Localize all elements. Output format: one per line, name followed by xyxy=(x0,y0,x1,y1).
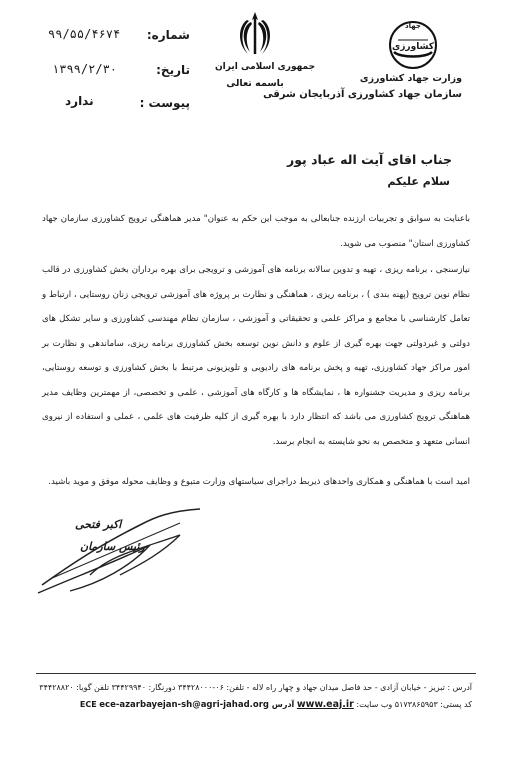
website-link[interactable]: www.eaj.ir xyxy=(296,699,354,710)
organization-name: سازمان جهاد کشاورزی آذربایجان شرقی xyxy=(263,89,462,100)
ministry-name: وزارت جهاد کشاورزی xyxy=(359,73,462,84)
footer-divider xyxy=(36,673,476,674)
iran-emblem-icon xyxy=(236,10,274,58)
number-label: شماره: xyxy=(146,28,190,42)
date-label: تاریخ: xyxy=(156,63,190,77)
number-value: ۹۹/۵۵/۴۶۷۴ xyxy=(48,27,121,41)
republic-name: جمهوری اسلامی ایران xyxy=(215,62,316,72)
logo-text: کشاورزی xyxy=(392,42,434,52)
footer-postal-code: کد پستی: ۵۱۷۳۸۶۵۹۵۳ وب سایت: xyxy=(356,700,472,709)
footer-address: آدرس : تبریز - خیابان آزادی - حد فاصل میدان جهاد و چهار راه لاله - تلفن: ۰۶-۳۴۴۲۸۰۰۰ دورنگار: ۳۴۴۲۹۹۴۰ تلفن گویا: ۳۴۴۲۸۸۲۰ xyxy=(39,683,472,692)
footer-contact-line xyxy=(80,699,472,710)
salutation: سلام علیکم xyxy=(387,175,450,188)
date-value: ۱۳۹۹/۲/۳۰ xyxy=(52,62,118,76)
jahad-logo-icon xyxy=(386,20,440,70)
invocation: باسمه تعالی xyxy=(226,78,284,89)
logo-small-text: جهاد xyxy=(405,22,421,30)
attachment-label: پیوست : xyxy=(139,96,190,110)
duties-paragraph: نیازسنجی ، برنامه ریزی ، تهیه و تدوین سالانه برنامه های آموزشی و ترویجی برای بهره برداران بخش کشاورزی در قالب نظام نوین ترویج (پهنه بندی ) ، برنامه ریزی ، هماهنگی و نظارت بر پروژه های آموزشی ترویجی زنان روستایی ، ارتباط و تعامل کارشناسی با مجامع و مراکز علمی و تحقیقاتی و آموزشی ، سازمان نظام مهندسی کشاورزی و سایر تشکل های دولتی و غیردولتی جهت بهره گیری از علوم و دانش نوین توسعه بخش کشاورزی برنامه ریزی، ساماندهی و نظارت بر امور مراکز جهاد کشاورزی، تهیه و پخش برنامه های رادیویی و تلویزیونی مرتبط با بخش کشاورزی و توسعه روستایی، برنامه ریزی و مدیریت جشنواره ها ، نمایشگاه ها و کارگاه های آموزشی ، علمی و تخصصی، از مهمترین وظایف مدیر هماهنگی ترویج کشاورزی می باشد که انتظار دارد با بهره گیری از کلیه ظرفیت های علمی ، عملی و استفاده از نیروی انسانی متعهد و متخصص به نحو شایسته به انجام برسد. xyxy=(42,265,470,447)
signatory-name: اکبر فتحی xyxy=(75,518,122,531)
email-label: آدرس ECE xyxy=(79,700,295,709)
attachment-value: ندارد xyxy=(65,94,94,108)
signatory-title: رئیس سازمان xyxy=(80,540,145,553)
appointment-paragraph: باعنایت به سوابق و تجربیات ارزنده جنابعالی به موجب این حکم به عنوان" مدیر هماهنگی ترویج کشاورزی سازمان جهاد کشاورزی استان" منصوب می شوید. xyxy=(42,214,470,249)
closing-paragraph: امید است با هماهنگی و همکاری واحدهای ذیربط دراجرای سیاستهای وزارت متبوع و وظایف محوله موفق و موید باشید. xyxy=(48,477,470,487)
addressee: جناب اقای آیت اله عباد پور xyxy=(287,152,452,167)
email-link[interactable]: ece-azarbayejan-sh@agri-jahad.org xyxy=(99,700,270,710)
letter-meta xyxy=(40,22,190,112)
handwritten-signature xyxy=(30,505,220,600)
